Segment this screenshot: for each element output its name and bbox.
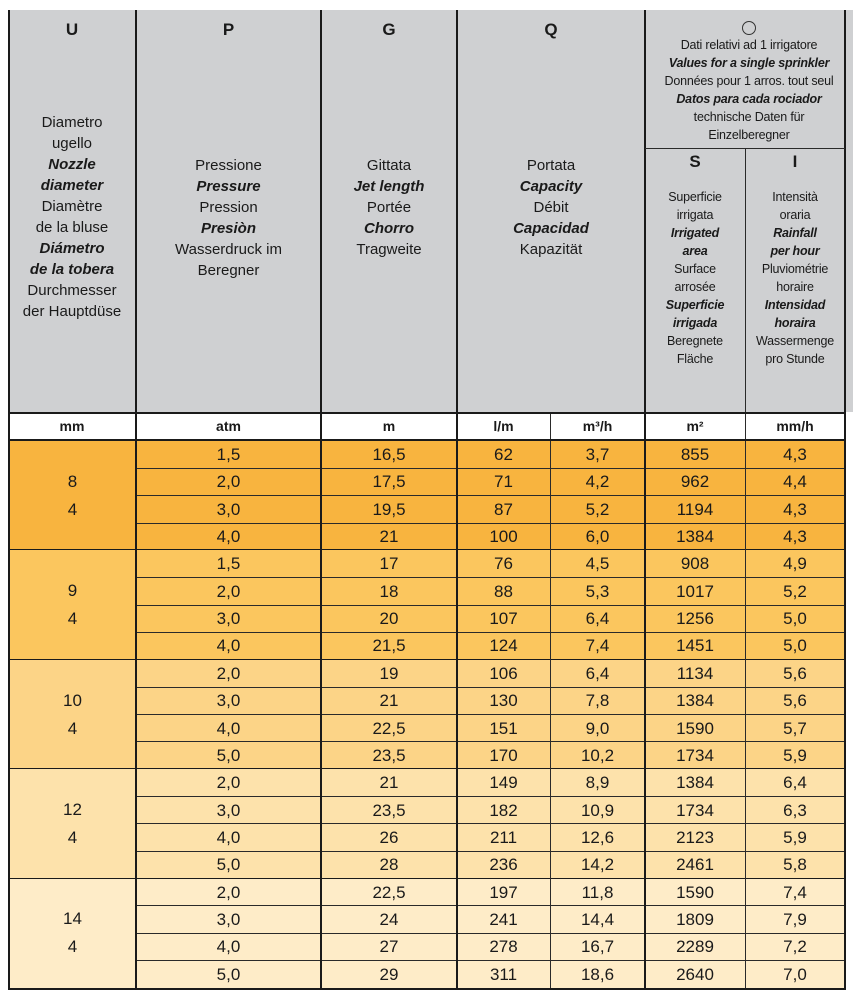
unit-label: mm/h	[745, 414, 845, 439]
table-cell: 311	[489, 964, 518, 984]
table-cell: 5,7	[783, 718, 807, 738]
column-description	[645, 188, 745, 368]
header-text-line: Intensità	[772, 190, 818, 204]
nozzle-sub-value: 4	[67, 937, 78, 957]
table-cell: 6,4	[783, 773, 807, 793]
table-cell: 28	[379, 855, 399, 875]
table-cell: 962	[680, 472, 710, 492]
table-cell: 4,3	[783, 527, 807, 547]
header-text-line: Capacidad	[513, 220, 589, 237]
table-cell: 2,0	[216, 581, 241, 601]
table-cell: 14,4	[580, 909, 615, 929]
header-text-line: Rainfall	[773, 226, 817, 240]
table-cell: 19	[379, 663, 399, 683]
nozzle-diameter-cell	[10, 468, 135, 524]
table-cell: 4,0	[216, 827, 241, 847]
header-text-line: arrosée	[674, 280, 716, 294]
table-cell: 5,0	[783, 636, 807, 656]
unit-label: l/m	[457, 414, 550, 439]
table-cell: 71	[494, 472, 513, 492]
table-cell: 22,5	[372, 718, 406, 738]
table-cell: 1734	[676, 800, 714, 820]
column-letter: I	[792, 152, 798, 171]
table-cell: 19,5	[372, 499, 406, 519]
unit-label: mm	[8, 414, 136, 439]
unit-label: atm	[136, 414, 321, 439]
table-cell: 1,5	[216, 445, 241, 464]
header-text-line: Jet length	[353, 178, 425, 195]
table-cell: 23,5	[372, 745, 406, 765]
table-cell: 7,2	[783, 937, 807, 957]
column-g-header	[321, 10, 457, 412]
table-cell: 17	[379, 554, 399, 574]
table-cell: 7,4	[585, 636, 610, 656]
header-text-line: der Hauptdüse	[22, 303, 122, 320]
column-description	[645, 36, 853, 144]
table-cell: 4,2	[585, 472, 610, 492]
header-text-line: Diamètre	[41, 198, 103, 215]
header-text-line: Wassermenge	[756, 334, 834, 348]
table-cell: 5,0	[216, 745, 241, 765]
table-cell: 3,0	[216, 691, 241, 711]
circle-icon	[742, 21, 756, 35]
table-cell: 211	[489, 827, 518, 847]
nozzle-value: 8	[67, 471, 78, 491]
unit-label: m	[321, 414, 457, 439]
table-cell: 2640	[676, 964, 714, 984]
header-text-line: Datos para cada rociador	[676, 92, 822, 106]
header-text-line: Durchmesser	[27, 282, 117, 299]
column-q-header	[457, 10, 645, 412]
single-sprinkler-header	[645, 10, 853, 148]
table-cell: 151	[489, 718, 518, 738]
column-description	[457, 155, 645, 260]
header-text-line: Pluviométrie	[761, 262, 829, 276]
table-cell: 23,5	[372, 800, 406, 820]
table-cell: 1194	[676, 499, 714, 519]
header-text-line: horaire	[776, 280, 814, 294]
table-cell: 4,4	[783, 472, 807, 492]
nozzle-value: 12	[63, 799, 82, 819]
table-cell: 7,8	[585, 691, 610, 711]
table-cell: 241	[489, 909, 518, 929]
table-cell: 12,6	[580, 827, 615, 847]
header-text-line: Capacity	[519, 178, 583, 195]
column-letter: G	[382, 20, 396, 39]
column-u-header	[8, 10, 136, 412]
header-text-line: de la bluse	[35, 219, 109, 236]
grid-line	[644, 10, 646, 990]
table-cell: 17,5	[372, 472, 406, 492]
table-cell: 18	[379, 581, 399, 601]
table-cell: 21	[379, 773, 399, 793]
table-cell: 1590	[676, 718, 714, 738]
table-cell: 11,8	[581, 882, 614, 902]
column-letter: P	[222, 20, 235, 39]
table-cell: 62	[494, 445, 513, 464]
table-cell: 6,3	[783, 800, 807, 820]
header-text-line: Portée	[366, 199, 412, 216]
table-cell: 7,0	[783, 964, 807, 984]
table-cell: 5,2	[585, 499, 610, 519]
header-text-line: Intensidad	[764, 298, 826, 312]
table-cell: 5,0	[216, 964, 241, 984]
nozzle-value: 14	[63, 909, 82, 929]
column-s-header	[645, 148, 745, 412]
table-cell: 149	[489, 773, 518, 793]
table-cell: 5,8	[783, 855, 807, 875]
grid-line	[8, 10, 10, 990]
column-description	[136, 155, 321, 281]
table-cell: 88	[494, 581, 513, 601]
table-cell: 100	[489, 527, 518, 547]
header-text-line: pro Stunde	[765, 352, 825, 366]
header-text-line: Pressione	[195, 157, 262, 174]
header-text-line: Données pour 1 arros. tout seul	[664, 74, 834, 88]
header-text-line: Kapazität	[519, 241, 583, 258]
header-text-line: Superficie	[665, 298, 725, 312]
nozzle-diameter-cell	[10, 687, 135, 743]
header-text-line: ugello	[51, 135, 93, 152]
table-cell: 197	[489, 882, 518, 902]
grid-line	[645, 148, 845, 149]
column-letter: Q	[544, 20, 558, 39]
grid-line	[456, 10, 458, 990]
table-cell: 278	[489, 937, 518, 957]
header-text-line: Débit	[533, 199, 569, 216]
table-cell: 5,3	[585, 581, 610, 601]
table-cell: 21,5	[372, 636, 406, 656]
nozzle-diameter-cell	[10, 796, 135, 852]
header-text-line: Chorro	[364, 220, 414, 237]
table-cell: 1256	[676, 609, 714, 629]
table-cell: 6,4	[585, 663, 610, 683]
table-cell: 7,9	[783, 909, 807, 929]
grid-line	[844, 10, 846, 990]
table-cell: 5,6	[783, 691, 807, 711]
table-cell: 2,0	[216, 882, 241, 902]
table-cell: 2123	[676, 827, 714, 847]
grid-line	[8, 988, 846, 990]
nozzle-value: 9	[67, 581, 78, 601]
header-text-line: Nozzle	[48, 156, 96, 173]
table-cell: 26	[379, 827, 399, 847]
table-cell: 1809	[676, 909, 714, 929]
table-cell: 1734	[676, 745, 714, 765]
nozzle-sub-value: 4	[67, 499, 78, 519]
header-text-line: Irrigated	[670, 226, 720, 240]
table-cell: 5,2	[783, 581, 807, 601]
table-cell: 18,6	[580, 964, 615, 984]
table-cell: 2461	[676, 855, 714, 875]
header-text-line: Pressure	[196, 178, 261, 195]
table-cell: 855	[680, 445, 710, 464]
table-cell: 21	[379, 691, 399, 711]
grid-line	[320, 10, 322, 990]
header-text-line: horaira	[774, 316, 816, 330]
header-text-line: irrigada	[672, 316, 718, 330]
table-cell: 2289	[676, 937, 714, 957]
nozzle-sub-value: 4	[67, 609, 78, 629]
column-letter: S	[689, 152, 701, 171]
header-text-line: Pression	[199, 199, 258, 216]
table-cell: 29	[379, 964, 399, 984]
header-text-line: Fläche	[676, 352, 714, 366]
table-cell: 7,4	[783, 882, 807, 902]
table-cell: 908	[680, 554, 710, 574]
table-cell: 2,0	[216, 773, 241, 793]
column-description	[321, 155, 457, 260]
table-cell: 130	[489, 691, 518, 711]
table-cell: 5,0	[216, 855, 241, 875]
header-text-line: per hour	[770, 244, 820, 258]
table-cell: 124	[489, 636, 518, 656]
header-text-line: Presiòn	[200, 220, 257, 237]
grid-line	[8, 412, 846, 414]
table-cell: 4,0	[216, 937, 241, 957]
nozzle-diameter-cell	[10, 905, 135, 961]
table-cell: 16,7	[580, 937, 615, 957]
table-cell: 27	[379, 937, 399, 957]
nozzle-diameter-cell	[10, 577, 135, 633]
header-text-line: Dati relativi ad 1 irrigatore	[680, 38, 818, 52]
table-cell: 1384	[676, 773, 714, 793]
table-cell: 21	[379, 527, 399, 547]
table-cell: 5,9	[783, 745, 807, 765]
table-cell: 1384	[676, 527, 714, 547]
header-text-line: technische Daten für	[693, 110, 805, 124]
table-cell: 2,0	[216, 472, 241, 492]
column-description	[8, 112, 136, 322]
table-cell: 1134	[676, 663, 714, 683]
header-text-line: Values for a single sprinkler	[668, 56, 830, 70]
table-cell: 5,9	[783, 827, 807, 847]
table-cell: 87	[494, 499, 513, 519]
table-cell: 1,5	[216, 554, 241, 574]
header-text-line: Beregnete	[667, 334, 723, 348]
table-cell: 3,0	[216, 499, 241, 519]
table-cell: 6,0	[585, 527, 610, 547]
table-cell: 10,2	[580, 745, 615, 765]
table-cell: 8,9	[585, 773, 610, 793]
table-cell: 4,0	[216, 527, 241, 547]
header-text-line: oraria	[779, 208, 811, 222]
table-cell: 4,3	[783, 445, 807, 464]
table-cell: 2,0	[216, 663, 241, 683]
unit-label: m³/h	[550, 414, 645, 439]
unit-label: m²	[645, 414, 745, 439]
grid-line	[550, 414, 551, 990]
header-text-line: Wasserdruck im	[175, 241, 282, 258]
table-cell: 24	[379, 909, 399, 929]
nozzle-sub-value: 4	[67, 718, 78, 738]
table-cell: 1384	[676, 691, 714, 711]
table-cell: 22,5	[372, 882, 406, 902]
table-cell: 3,0	[216, 609, 241, 629]
table-cell: 3,7	[585, 445, 610, 464]
sprinkler-data-table	[8, 10, 853, 990]
table-cell: 14,2	[580, 855, 615, 875]
table-cell: 5,0	[783, 609, 807, 629]
table-cell: 3,0	[216, 800, 241, 820]
header-text-line: irrigata	[676, 208, 714, 222]
table-cell: 4,0	[216, 718, 241, 738]
table-cell: 5,6	[783, 663, 807, 683]
header-text-line: Beregner	[197, 262, 260, 279]
header-text-line: Einzelberegner	[708, 128, 790, 142]
header-text-line: Tragweite	[356, 241, 422, 258]
column-i-header	[745, 148, 845, 412]
header-text-line: Gittata	[366, 157, 412, 174]
table-cell: 182	[489, 800, 518, 820]
table-cell: 10,9	[580, 800, 615, 820]
nozzle-value: 10	[63, 690, 82, 710]
column-letter: U	[65, 20, 79, 39]
header-text-line: Surface	[674, 262, 716, 276]
table-cell: 106	[489, 663, 518, 683]
table-cell: 107	[489, 609, 518, 629]
header-text-line: Portata	[526, 157, 576, 174]
grid-line	[8, 439, 846, 441]
grid-line	[745, 148, 746, 990]
table-cell: 4,9	[783, 554, 807, 574]
header-text-line: Diámetro	[39, 240, 105, 257]
table-cell: 4,0	[216, 636, 241, 656]
table-cell: 16,5	[372, 445, 406, 464]
table-cell: 1017	[676, 581, 714, 601]
table-cell: 4,5	[585, 554, 610, 574]
header-text-line: area	[682, 244, 708, 258]
table-cell: 9,0	[585, 718, 610, 738]
column-p-header	[136, 10, 321, 412]
header-text-line: Diametro	[41, 114, 103, 131]
header-text-line: diameter	[40, 177, 104, 194]
nozzle-sub-value: 4	[67, 827, 78, 847]
table-cell: 4,3	[783, 499, 807, 519]
grid-line	[135, 10, 137, 990]
table-cell: 1451	[676, 636, 714, 656]
header-text-line: Superficie	[668, 190, 722, 204]
header-text-line: de la tobera	[29, 261, 115, 278]
table-cell: 20	[379, 609, 399, 629]
table-cell: 3,0	[216, 909, 241, 929]
table-cell: 76	[494, 554, 513, 574]
table-cell: 1590	[676, 882, 714, 902]
column-description	[745, 188, 845, 368]
table-cell: 236	[489, 855, 518, 875]
table-cell: 6,4	[585, 609, 610, 629]
table-cell: 170	[489, 745, 518, 765]
